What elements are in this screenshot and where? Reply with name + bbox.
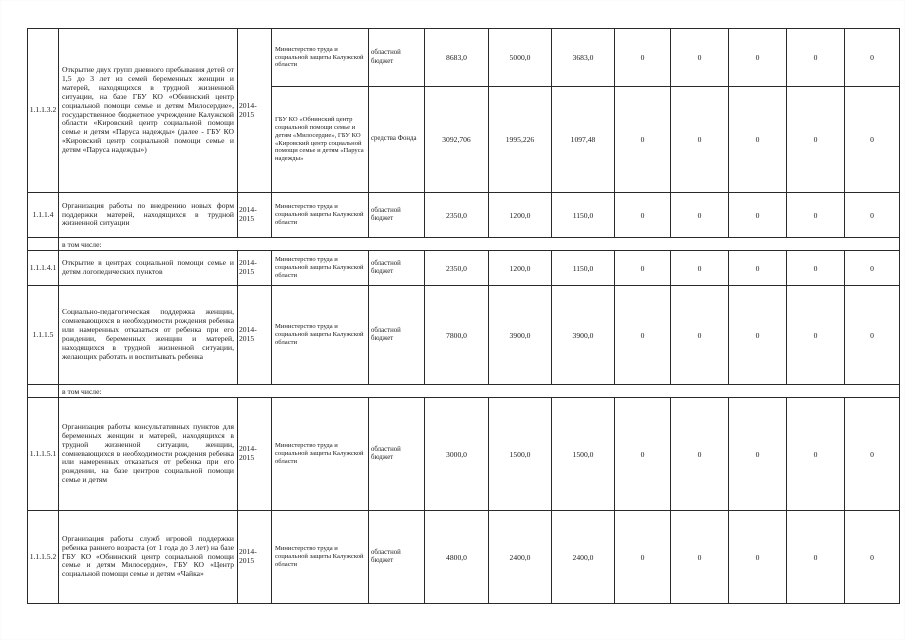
value-cell: 0 <box>729 398 787 511</box>
value-cell: 0 <box>729 29 787 87</box>
value-cell: 0 <box>671 193 729 238</box>
measure-number: 1.1.1.3.2 <box>28 29 59 193</box>
value-cell: 2400,0 <box>552 511 615 604</box>
measure-number: 1.1.1.4 <box>28 193 59 238</box>
value-cell: 2400,0 <box>489 511 552 604</box>
value-cell: 0 <box>729 193 787 238</box>
value-cell: 1097,48 <box>552 87 615 193</box>
value-cell: 0 <box>671 398 729 511</box>
measure-years: 2014-2015 <box>238 511 272 604</box>
measure-number: 1.1.1.5.2 <box>28 511 59 604</box>
value-cell: 0 <box>615 87 671 193</box>
funding-source: областной бюджет <box>369 29 425 87</box>
value-cell: 1500,0 <box>489 398 552 511</box>
value-cell: 0 <box>671 511 729 604</box>
value-cell: 1200,0 <box>489 193 552 238</box>
funding-source: средства Фонда <box>369 87 425 193</box>
value-cell: 0 <box>729 87 787 193</box>
measure-executor: Министерство труда и социальной защиты Калужской области <box>272 398 369 511</box>
value-cell: 0 <box>845 398 900 511</box>
funding-source: областной бюджет <box>369 251 425 286</box>
measure-executor: Министерство труда и социальной защиты Калужской области <box>272 511 369 604</box>
funding-source: областной бюджет <box>369 398 425 511</box>
funding-source: областной бюджет <box>369 511 425 604</box>
measure-name: Организация работы служб игровой поддержки ребенка раннего возраста (от 1 года до 3 лет) на базе ГБУ КО «Обнинский центр социальной помощи семье и детям Милосердие», ГБУ КО «Центр социальной помощи семье и детям «Чайка» <box>59 511 238 604</box>
value-cell: 3900,0 <box>489 286 552 385</box>
value-cell: 0 <box>845 286 900 385</box>
table-row <box>28 398 900 511</box>
value-cell: 1150,0 <box>552 251 615 286</box>
value-cell: 0 <box>615 29 671 87</box>
table-row <box>28 29 900 87</box>
value-cell: 1995,226 <box>489 87 552 193</box>
measure-name: Организация работы консультативных пунктов для беременных женщин и матерей, находящихся в трудной жизненной ситуации, женщин, сомневающихся в необходимости рождения ребенка или намеренных отказаться от ребенка при его рождении, на базе центров социальной помощи семье и детям <box>59 398 238 511</box>
measure-name: Организация работы по внедрению новых форм поддержки матерей, находящихся в трудной жизненной ситуации <box>59 193 238 238</box>
value-cell: 0 <box>845 251 900 286</box>
value-cell: 2350,0 <box>425 251 489 286</box>
value-cell: 0 <box>615 511 671 604</box>
funding-source: областной бюджет <box>369 286 425 385</box>
value-cell: 0 <box>845 29 900 87</box>
value-cell: 0 <box>787 193 845 238</box>
value-cell: 3683,0 <box>552 29 615 87</box>
value-cell: 0 <box>845 87 900 193</box>
program-measures-table <box>27 28 900 604</box>
value-cell: 0 <box>615 398 671 511</box>
measure-number: 1.1.1.5 <box>28 286 59 385</box>
measure-years: 2014-2015 <box>238 251 272 286</box>
measure-executor: Министерство труда и социальной защиты Калужской области <box>272 286 369 385</box>
measure-name: Социально-педагогическая поддержка женщин, сомневающихся в необходимости рождения ребенка или намеренных отказаться от ребенка при его рождении, беременных женщин и матерей, находящихся в трудной жизненной ситуации, желающих работать и воспитывать ребенка <box>59 286 238 385</box>
table-row <box>28 251 900 286</box>
value-cell: 7800,0 <box>425 286 489 385</box>
value-cell: 0 <box>671 251 729 286</box>
measure-years: 2014-2015 <box>238 193 272 238</box>
measure-executor: ГБУ КО «Обнинский центр социальной помощи семье и детям «Милосердие», ГБУ КО «Кировский центр социальной помощи семье и детям «Паруса надежды» <box>272 87 369 193</box>
value-cell: 3000,0 <box>425 398 489 511</box>
value-cell: 0 <box>615 251 671 286</box>
measure-years: 2014-2015 <box>238 286 272 385</box>
measure-number: 1.1.1.4.1 <box>28 251 59 286</box>
table-row <box>28 286 900 385</box>
value-cell: 0 <box>787 251 845 286</box>
value-cell: 0 <box>787 87 845 193</box>
value-cell: 0 <box>671 286 729 385</box>
value-cell: 1150,0 <box>552 193 615 238</box>
including-label: в том числе: <box>59 238 900 251</box>
value-cell: 0 <box>615 286 671 385</box>
value-cell: 0 <box>729 251 787 286</box>
value-cell: 8683,0 <box>425 29 489 87</box>
measure-executor: Министерство труда и социальной защиты Калужской области <box>272 193 369 238</box>
including-label: в том числе: <box>59 385 900 398</box>
value-cell: 0 <box>615 193 671 238</box>
value-cell: 0 <box>845 193 900 238</box>
value-cell: 0 <box>787 398 845 511</box>
value-cell: 0 <box>729 286 787 385</box>
value-cell: 0 <box>787 29 845 87</box>
measure-name: Открытие двух групп дневного пребывания детей от 1,5 до 3 лет из семей беременных женщин и матерей, находящихся в трудной жизненной ситуации, на базе ГБУ КО «Обнинский центр социальной помощи семье и детям Милосердие», государственное бюджетное учреждение Калужской области «Кировский центр социальной помощи семье и детям «Паруса надежды» (далее - ГБУ КО «Кировский центр социальной помощи семье и детям «Паруса надежды») <box>59 29 238 193</box>
measure-number: 1.1.1.5.1 <box>28 398 59 511</box>
value-cell: 3900,0 <box>552 286 615 385</box>
value-cell: 4800,0 <box>425 511 489 604</box>
measure-executor: Министерство труда и социальной защиты Калужской области <box>272 29 369 87</box>
value-cell: 0 <box>671 87 729 193</box>
measure-years: 2014-2015 <box>238 398 272 511</box>
subheader-row <box>28 238 900 251</box>
funding-source: областной бюджет <box>369 193 425 238</box>
value-cell: 2350,0 <box>425 193 489 238</box>
value-cell: 3092,706 <box>425 87 489 193</box>
value-cell: 5000,0 <box>489 29 552 87</box>
value-cell: 0 <box>671 29 729 87</box>
value-cell: 0 <box>729 511 787 604</box>
table-row <box>28 511 900 604</box>
value-cell: 1200,0 <box>489 251 552 286</box>
table-row <box>28 193 900 238</box>
value-cell: 1500,0 <box>552 398 615 511</box>
measure-executor: Министерство труда и социальной защиты Калужской области <box>272 251 369 286</box>
subheader-row <box>28 385 900 398</box>
value-cell: 0 <box>787 286 845 385</box>
measure-years: 2014-2015 <box>238 29 272 193</box>
value-cell: 0 <box>787 511 845 604</box>
value-cell: 0 <box>845 511 900 604</box>
measure-name: Открытие в центрах социальной помощи семье и детям логопедических пунктов <box>59 251 238 286</box>
